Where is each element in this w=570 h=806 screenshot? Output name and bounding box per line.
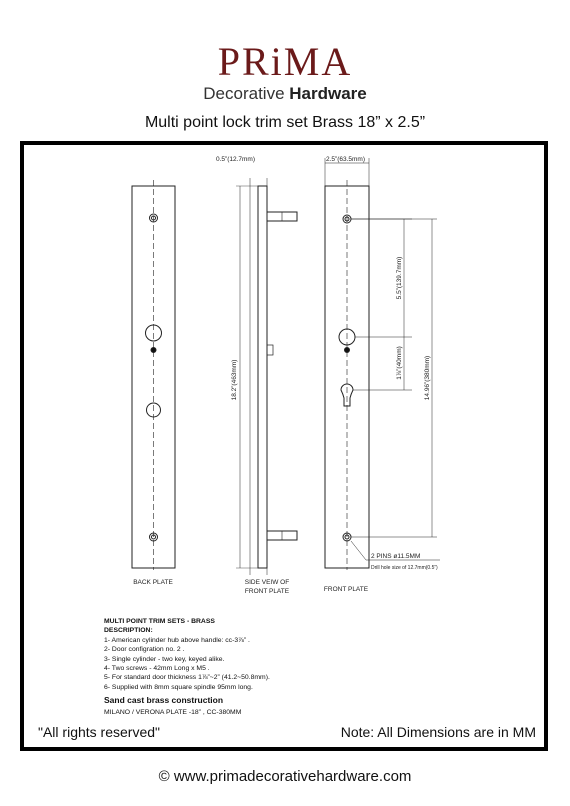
desc-item: 6- Supplied with 8mm square spindle 95mm long. <box>104 683 253 691</box>
footer-url: © www.primadecorativehardware.com <box>158 768 412 785</box>
back-spindle-dot <box>151 348 156 353</box>
description-block <box>104 617 270 717</box>
dim-total: 14.96”(380mm) <box>424 355 431 401</box>
dim-height: 18.2”(463mm) <box>231 359 238 401</box>
side-view-label-1: SIDE VEIW OF <box>244 579 290 586</box>
front-spindle-dot <box>345 348 350 353</box>
side-view <box>236 178 297 575</box>
desc-item: 1- American cylinder hub above handle: cc-3⅞” . <box>104 636 250 644</box>
pins-label: 2 PINS ø11.5MM <box>371 553 421 560</box>
desc-item: 2- Door configration no. 2 . <box>104 646 185 654</box>
dimensions-note: Note: All Dimensions are in MM <box>340 724 536 740</box>
side-view-label-2: FRONT PLATE <box>244 588 290 595</box>
desc-item: 5- For standard door thickness 1⅞”~2” (41.2~50.8mm). <box>104 674 270 682</box>
back-plate-label: BACK PLATE <box>133 579 173 586</box>
desc-heading: MULTI POINT TRIM SETS - BRASS <box>104 618 215 625</box>
brand-sub-a: Decorative <box>203 84 290 103</box>
desc-item: 3- Single cylinder - two key, keyed alike. <box>104 655 225 663</box>
brand-logo: PRiMA <box>217 39 353 84</box>
dim-front-width: 2.5”(63.5mm) <box>326 156 366 163</box>
brand-sub-b: Hardware <box>289 84 367 103</box>
side-plate-outline <box>258 186 267 568</box>
back-plate <box>132 180 175 570</box>
dim-hole-spacing: 5.5”(139.7mm) <box>396 256 403 300</box>
side-spindle-stub <box>267 345 273 355</box>
rights-text: "All rights reserved" <box>38 724 160 740</box>
drill-label: Drill hole size of 12.7mm(0.5”) <box>371 565 438 571</box>
desc-construction: Sand cast brass construction <box>104 695 224 706</box>
desc-item: 4- Two screws - 42mm Long x M5 . <box>104 665 210 673</box>
front-plate <box>325 158 440 570</box>
desc-subheading: DESCRIPTION: <box>104 627 153 635</box>
front-plate-label: FRONT PLATE <box>323 586 369 593</box>
page-title: Multi point lock trim set Brass 18” x 2.5” <box>144 114 426 131</box>
dim-cyl-spacing: 1⅞”(40mm) <box>396 346 403 380</box>
dim-side-width: 0.5”(12.7mm) <box>216 156 256 163</box>
desc-model: MILANO / VERONA PLATE -18” , CC-380MM <box>104 708 242 716</box>
